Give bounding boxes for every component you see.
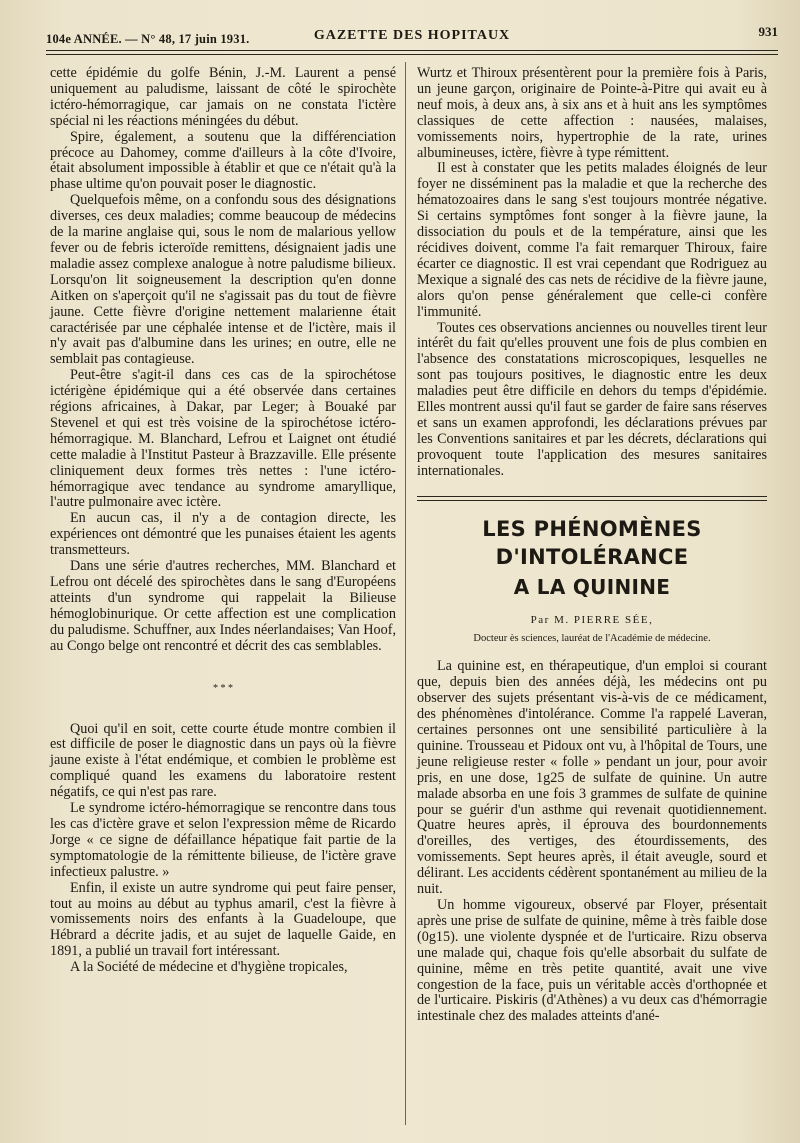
section-separator: * * * [213,682,233,694]
paragraph: Spire, également, a soutenu que la différenciation précoce au Dahomey, comme d'ailleurs à la côte d'Ivoire, était absolument impossible à établir et que ce n'était qu'à la phase ultime qu'on pouvait poser le diagnostic. [50,128,396,193]
paragraph: Enfin, il existe un autre syndrome qui peut faire penser, tout au moins au début au typhus amaril, c'est la fièvre à vomissements noirs des enfants à la Guadeloupe, que Hébrard a décrite jadis, et au sujet de laquelle Gaide, en 1891, a publié un travail fort intéressant. [50,879,396,960]
right-column [417,66,767,1025]
left-column [50,66,396,976]
paragraph: Il est à constater que les petits malades éloignés de leur foyer ne disséminent pas la maladie et que la recherche des hématozoaires dans le sang s'est toujours montrée négative. Si certains symptômes font songer à la fièvre jaune, la dissociation du pouls et de la température, ainsi que les récidives doivent, comme l'a fait remarquer Thiroux, faire écarter ce diagnostic. Il est vrai cependant que Rodriguez au Mexique a signalé des cas nets de récidive de la fièvre jaune, alors qu'on pense généralement que celle-ci confère l'immunité. [417,160,767,320]
paragraph: A la Société de médecine et d'hygiène tropicales, [70,959,348,976]
header-rule-thin [46,54,778,55]
page-number: 931 [758,24,778,39]
paragraph: Un homme vigoureux, observé par Floyer, présentait après une prise de sulfate de quinine, même à très faible dose (0g15). une violente dyspnée et de l'urticaire. Rizu observa une malade qui, chaque fois qu'elle absorbait du sulfate de quinine, même en très petite quantité, avait une vive congestion de la face, puis un véritable accès d'orthopnée et de l'urticaire. Piskiris (d'Athènes) a vu deux cas d'hémorragie intestinale chez des malades atteints d'ané- [417,896,767,1025]
paragraph: Wurtz et Thiroux présentèrent pour la première fois à Paris, un jeune garçon, originaire de Pointe-à-Pitre qui avait eu à neuf mois, à deux ans, à six ans et à huit ans les symptômes classiques de cette affection : nausées, malaises, vomissements noirs, hypertrophie de la rate, urines albumineuses, ictère, fièvre à type rémittent. [417,65,767,161]
paragraph: Toutes ces observations anciennes ou nouvelles tirent leur intérêt du fait qu'elles prouvent une fois de plus combien en l'absence des constatations microscopiques, lesquelles ne sont pas toujours positives, le diagnostic entre les deux maladies peut être difficile en dehors du temps d'épidémie. Elles montrent aussi qu'il faut se garder de faire sans réserves et sans un examen approfondi, les déclarations prévues par les Conventions sanitaires et par les décrets, déclarations qui provoquent toute l'application des mesures sanitaires internationales. [417,319,767,479]
article-title-line2: A LA QUININE [513,574,671,599]
journal-title: GAZETTE DES HOPITAUX [313,28,511,43]
column-divider [405,62,406,1125]
paragraph: La quinine est, en thérapeutique, d'un emploi si courant que, depuis bien des années déjà, les médecins ont pu observer des sujets présentant vis-à-vis de ce médicament, des phénomènes d'intolérance. Comme l'a rappelé Laveran, certaines personnes ont une sensibilité particulière à la quinine. Trousseau et Pidoux ont vu, à l'hôpital de Tours, une jeune religieuse rester « folle » pendant un jour, pour avoir pris, en une dose, 1g25 de sulfate de quinine. Un autre malade absorba en une fois 3 grammes de sulfate de quinine pour se guérir d'un asthme qui revenait quotidiennement. Quatre heures après, il éprouva des bourdonnements d'oreilles, des vertiges, des étourdissements, des vomissements. Sept heures après, il était aveugle, sourd et délirant. Les accidents cédèrent spontanément au milieu de la nuit. [417,658,767,898]
article-byline: Par M. PIERRE SÉE, [530,613,654,626]
article-title: LES PHÉNOMÈNES D'INTOLÉRANCE [482,516,702,569]
author-credentials: Docteur ès sciences, lauréat de l'Académie de médecine. [473,633,711,645]
article-rule [417,496,767,497]
issue-info: 104e ANNÉE. — N° 48, 17 juin 1931. [46,32,250,46]
paragraph: En aucun cas, il n'y a de contagion directe, les expériences ont démontré que les punaises étaient les agents transmetteurs. [50,510,396,559]
header-rule [46,50,778,51]
paragraph: Quoi qu'il en soit, cette courte étude montre combien il est difficile de poser le diagnostic dans un pays où la fièvre jaune existe à l'état endémique, et combien le problème est compliqué quand les examens du laboratoire restent négatifs, ce qui n'est pas rare. [50,720,396,801]
article-rule-thin [417,500,767,501]
paragraph: Peut-être s'agit-il dans ces cas de la spirochétose ictérigène épidémique qui a été observée dans certaines régions africaines, à Dakar, par Leger; à Bouaké par Stevenel et qui est très voisine de la spirochétose ictéro-hémorragique. M. Blanchard, Lefrou et Laignet ont étudié cette maladie à l'Institut Pasteur à Brazzaville. Elle présente cliniquement deux formes très nettes : l'une ictéro-hémorragique avec tendance au syndrome amaryllique, l'autre pulmonaire avec ictère. [50,367,396,511]
paragraph: Dans une série d'autres recherches, MM. Blanchard et Lefrou ont décelé des spirochètes dans le sang d'Européens atteints d'un syndrome qui rappelait la Bilieuse hémoglobinurique. Or cette affection est une complication du paludisme. Schuffner, aux Indes néerlandaises; Van Hoof, au Congo belge ont rencontré et décrit des cas semblables. [50,558,396,654]
paragraph: Quelquefois même, on a confondu sous des désignations diverses, ces deux maladies; comme beaucoup de médecins de la marine anglaise qui, sous le nom de malarious yellow fever ou de febris icteroïde remittens, désignaient jadis une maladie assez complexe analogue à notre paludisme bilieux. Lorsqu'on lit soigneusement la description qu'en donne Aitken on s'aperçoit qu'il ne s'agissait pas du tout de fièvre jaune. Cette fièvre d'origine nettement malarienne était caractérisée par une céphalée intense et de l'ictère, mais il n'y avait pas d'albumine dans les urines; en outre, elle ne semblait pas contagieuse. [50,192,396,368]
paragraph: Le syndrome ictéro-hémorragique se rencontre dans tous les cas d'ictère grave et selon l'expression même de Ricardo Jorge « ce signe de défaillance hépatique fait partie de la symptomatologie de la rémittente bilieuse, de l'ictère grave infectieux palustre. » [50,800,396,880]
paragraph: cette épidémie du golfe Bénin, J.-M. Laurent a pensé uniquement au paludisme, laissant de côté le spirochète ictéro-hémorragique, car jamais on ne constata l'ictère spécial ni les réactions méningées du début. [50,65,396,129]
page-header [46,24,778,48]
